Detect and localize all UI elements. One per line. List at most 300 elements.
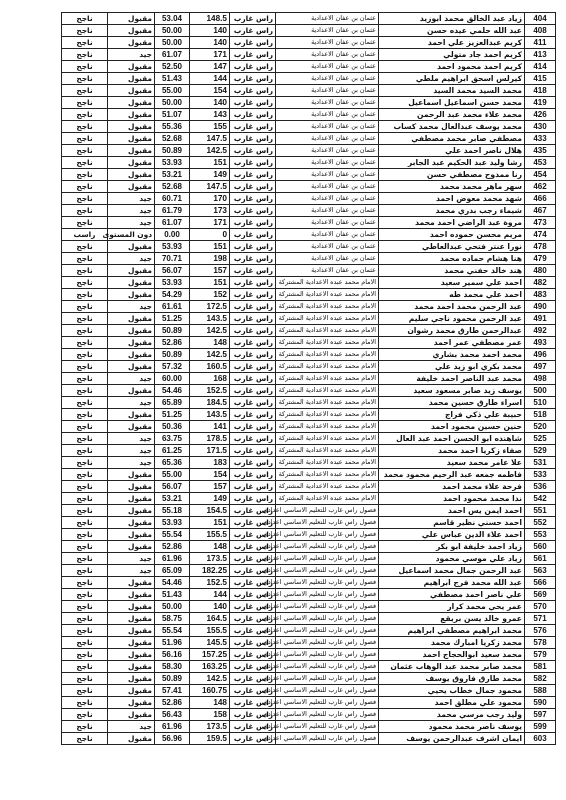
cell-admin: راس غارب bbox=[230, 697, 276, 709]
cell-total: 157.25 bbox=[190, 649, 230, 661]
cell-school: فصول راس غارب للتعليم الاساسي اعدادي bbox=[276, 673, 379, 685]
cell-seat: 582 bbox=[525, 673, 556, 685]
cell-total: 171 bbox=[190, 49, 230, 61]
cell-name: محمد حسن اسماعيل اسماعيل bbox=[379, 97, 525, 109]
cell-admin: راس غارب bbox=[230, 217, 276, 229]
cell-result: ناجح bbox=[62, 601, 108, 613]
cell-seat: 536 bbox=[525, 481, 556, 493]
cell-seat: 578 bbox=[525, 637, 556, 649]
cell-total: 148.5 bbox=[190, 13, 230, 25]
cell-admin: راس غارب bbox=[230, 601, 276, 613]
cell-seat: 597 bbox=[525, 709, 556, 721]
cell-admin: راس غارب bbox=[230, 109, 276, 121]
cell-result: ناجح bbox=[62, 61, 108, 73]
cell-school: الامام محمد عبده الاعدادية المشتركة bbox=[276, 493, 379, 505]
cell-seat: 433 bbox=[525, 133, 556, 145]
cell-total: 148 bbox=[190, 697, 230, 709]
cell-seat: 520 bbox=[525, 421, 556, 433]
cell-name: صفاء زكريا احمد محمد bbox=[379, 445, 525, 457]
cell-name: احمد ايمن يس احمد bbox=[379, 505, 525, 517]
cell-pct: 61.96 bbox=[155, 553, 190, 565]
cell-admin: راس غارب bbox=[230, 169, 276, 181]
table-row bbox=[62, 25, 556, 37]
cell-result: ناجح bbox=[62, 397, 108, 409]
cell-result: ناجح bbox=[62, 145, 108, 157]
table-row bbox=[62, 277, 556, 289]
cell-total: 142.5 bbox=[190, 673, 230, 685]
cell-total: 154 bbox=[190, 469, 230, 481]
cell-seat: 491 bbox=[525, 313, 556, 325]
cell-admin: راس غارب bbox=[230, 409, 276, 421]
cell-total: 178.5 bbox=[190, 433, 230, 445]
cell-school: عثمان بن عفان الاعدادية bbox=[276, 25, 379, 37]
cell-result: ناجح bbox=[62, 553, 108, 565]
cell-seat: 551 bbox=[525, 505, 556, 517]
cell-pct: 58.30 bbox=[155, 661, 190, 673]
cell-grade: جيد bbox=[108, 193, 155, 205]
cell-name: ندا محمد محمود احمد bbox=[379, 493, 525, 505]
cell-result: ناجح bbox=[62, 301, 108, 313]
cell-total: 140 bbox=[190, 601, 230, 613]
cell-grade: مقبول bbox=[108, 13, 155, 25]
cell-grade: جيد bbox=[108, 397, 155, 409]
cell-grade: مقبول bbox=[108, 469, 155, 481]
cell-seat: 479 bbox=[525, 253, 556, 265]
cell-school: الامام محمد عبده الاعدادية المشتركة bbox=[276, 481, 379, 493]
cell-school: فصول راس غارب للتعليم الاساسي اعدادي bbox=[276, 601, 379, 613]
cell-grade: مقبول bbox=[108, 157, 155, 169]
cell-name: ايمان اشرف عبدالرحمن يوسف bbox=[379, 733, 525, 745]
cell-seat: 418 bbox=[525, 85, 556, 97]
cell-result: ناجح bbox=[62, 445, 108, 457]
cell-name: عمر مصطفي عمر احمد bbox=[379, 337, 525, 349]
results-rows bbox=[62, 13, 556, 745]
table-row bbox=[62, 97, 556, 109]
cell-admin: راس غارب bbox=[230, 97, 276, 109]
cell-result: ناجح bbox=[62, 181, 108, 193]
cell-school: عثمان بن عفان الاعدادية bbox=[276, 13, 379, 25]
cell-grade: مقبول bbox=[108, 313, 155, 325]
cell-pct: 51.43 bbox=[155, 73, 190, 85]
cell-seat: 435 bbox=[525, 145, 556, 157]
table-row bbox=[62, 313, 556, 325]
cell-admin: راس غارب bbox=[230, 241, 276, 253]
cell-grade: جيد bbox=[108, 433, 155, 445]
cell-admin: راس غارب bbox=[230, 625, 276, 637]
cell-result: ناجح bbox=[62, 241, 108, 253]
cell-pct: 57.41 bbox=[155, 685, 190, 697]
cell-seat: 510 bbox=[525, 397, 556, 409]
table-row bbox=[62, 457, 556, 469]
cell-grade: مقبول bbox=[108, 385, 155, 397]
table-row bbox=[62, 121, 556, 133]
cell-total: 160.75 bbox=[190, 685, 230, 697]
cell-school: فصول راس غارب للتعليم الاساسي اعدادي bbox=[276, 565, 379, 577]
cell-result: راسب bbox=[62, 229, 108, 241]
table-row bbox=[62, 601, 556, 613]
cell-grade: مقبول bbox=[108, 517, 155, 529]
cell-name: عمرو خالد يسن بريقع bbox=[379, 613, 525, 625]
cell-seat: 571 bbox=[525, 613, 556, 625]
cell-pct: 53.93 bbox=[155, 517, 190, 529]
cell-result: ناجح bbox=[62, 685, 108, 697]
cell-grade: مقبول bbox=[108, 241, 155, 253]
cell-result: ناجح bbox=[62, 409, 108, 421]
cell-name: مريم محسن حموده احمد bbox=[379, 229, 525, 241]
cell-school: فصول راس غارب للتعليم الاساسي اعدادي bbox=[276, 505, 379, 517]
cell-total: 155.5 bbox=[190, 625, 230, 637]
cell-name: يوسف ناصر محمد محمود bbox=[379, 721, 525, 733]
cell-school: الامام محمد عبده الاعدادية المشتركة bbox=[276, 325, 379, 337]
table-row bbox=[62, 565, 556, 577]
cell-name: هند خالد حفني محمد bbox=[379, 265, 525, 277]
cell-seat: 462 bbox=[525, 181, 556, 193]
cell-grade: مقبول bbox=[108, 145, 155, 157]
cell-total: 151 bbox=[190, 241, 230, 253]
cell-total: 152.5 bbox=[190, 577, 230, 589]
cell-result: ناجح bbox=[62, 277, 108, 289]
cell-pct: 54.46 bbox=[155, 385, 190, 397]
cell-school: عثمان بن عفان الاعدادية bbox=[276, 157, 379, 169]
cell-admin: راس غارب bbox=[230, 649, 276, 661]
cell-seat: 413 bbox=[525, 49, 556, 61]
cell-name: زياد احمد خليفة ابو بكر bbox=[379, 541, 525, 553]
cell-grade: مقبول bbox=[108, 649, 155, 661]
cell-admin: راس غارب bbox=[230, 397, 276, 409]
cell-seat: 560 bbox=[525, 541, 556, 553]
cell-pct: 53.93 bbox=[155, 277, 190, 289]
cell-total: 140 bbox=[190, 97, 230, 109]
cell-total: 148 bbox=[190, 337, 230, 349]
cell-pct: 61.07 bbox=[155, 217, 190, 229]
cell-school: الامام محمد عبده الاعدادية المشتركة bbox=[276, 301, 379, 313]
table-row bbox=[62, 37, 556, 49]
cell-total: 149 bbox=[190, 493, 230, 505]
table-row bbox=[62, 589, 556, 601]
cell-pct: 65.09 bbox=[155, 565, 190, 577]
cell-name: عبد الله محمد فرج ابراهيم bbox=[379, 577, 525, 589]
cell-pct: 50.00 bbox=[155, 97, 190, 109]
cell-pct: 61.61 bbox=[155, 301, 190, 313]
cell-grade: مقبول bbox=[108, 637, 155, 649]
cell-seat: 563 bbox=[525, 565, 556, 577]
cell-admin: راس غارب bbox=[230, 421, 276, 433]
table-row bbox=[62, 385, 556, 397]
cell-pct: 51.07 bbox=[155, 109, 190, 121]
cell-admin: راس غارب bbox=[230, 529, 276, 541]
cell-result: ناجح bbox=[62, 625, 108, 637]
table-row bbox=[62, 541, 556, 553]
cell-result: ناجح bbox=[62, 325, 108, 337]
cell-pct: 56.07 bbox=[155, 265, 190, 277]
cell-school: الامام محمد عبده الاعدادية المشتركة bbox=[276, 373, 379, 385]
cell-name: شيماء رجب بدري محمد bbox=[379, 205, 525, 217]
cell-school: عثمان بن عفان الاعدادية bbox=[276, 181, 379, 193]
cell-pct: 56.07 bbox=[155, 481, 190, 493]
cell-result: ناجح bbox=[62, 73, 108, 85]
cell-result: ناجح bbox=[62, 661, 108, 673]
cell-school: الامام محمد عبده الاعدادية المشتركة bbox=[276, 277, 379, 289]
table-row bbox=[62, 625, 556, 637]
cell-admin: راس غارب bbox=[230, 313, 276, 325]
cell-total: 149 bbox=[190, 169, 230, 181]
cell-admin: راس غارب bbox=[230, 661, 276, 673]
cell-total: 160.5 bbox=[190, 361, 230, 373]
cell-result: ناجح bbox=[62, 253, 108, 265]
cell-admin: راس غارب bbox=[230, 373, 276, 385]
cell-grade: مقبول bbox=[108, 25, 155, 37]
cell-result: ناجح bbox=[62, 217, 108, 229]
cell-school: فصول راس غارب للتعليم الاساسي اعدادي bbox=[276, 529, 379, 541]
cell-school: عثمان بن عفان الاعدادية bbox=[276, 61, 379, 73]
cell-admin: راس غارب bbox=[230, 553, 276, 565]
table-row bbox=[62, 169, 556, 181]
cell-admin: راس غارب bbox=[230, 337, 276, 349]
cell-result: ناجح bbox=[62, 505, 108, 517]
table-row bbox=[62, 49, 556, 61]
cell-result: ناجح bbox=[62, 169, 108, 181]
cell-result: ناجح bbox=[62, 421, 108, 433]
cell-grade: مقبول bbox=[108, 625, 155, 637]
cell-name: حنين حسين محمود احمد bbox=[379, 421, 525, 433]
cell-result: ناجح bbox=[62, 265, 108, 277]
cell-pct: 50.36 bbox=[155, 421, 190, 433]
cell-result: ناجح bbox=[62, 589, 108, 601]
cell-result: ناجح bbox=[62, 25, 108, 37]
cell-seat: 569 bbox=[525, 589, 556, 601]
cell-name: عمر يحي محمد كرار bbox=[379, 601, 525, 613]
cell-total: 171.5 bbox=[190, 445, 230, 457]
cell-total: 144 bbox=[190, 589, 230, 601]
cell-pct: 56.16 bbox=[155, 649, 190, 661]
cell-pct: 61.25 bbox=[155, 445, 190, 457]
cell-school: الامام محمد عبده الاعدادية المشتركة bbox=[276, 433, 379, 445]
table-row bbox=[62, 505, 556, 517]
cell-seat: 570 bbox=[525, 601, 556, 613]
cell-school: الامام محمد عبده الاعدادية المشتركة bbox=[276, 385, 379, 397]
cell-name: اسراء طارق حسين محمد bbox=[379, 397, 525, 409]
cell-grade: مقبول bbox=[108, 409, 155, 421]
cell-pct: 56.96 bbox=[155, 733, 190, 745]
cell-admin: راس غارب bbox=[230, 685, 276, 697]
table-row bbox=[62, 637, 556, 649]
cell-total: 143 bbox=[190, 109, 230, 121]
cell-pct: 55.00 bbox=[155, 85, 190, 97]
cell-name: عبد الرحمن محمد احمد محمد bbox=[379, 301, 525, 313]
table-row bbox=[62, 529, 556, 541]
cell-result: ناجح bbox=[62, 565, 108, 577]
cell-name: محمد عبد الناصر احمد خليفة bbox=[379, 373, 525, 385]
cell-total: 157 bbox=[190, 265, 230, 277]
cell-admin: راس غارب bbox=[230, 37, 276, 49]
cell-total: 142.5 bbox=[190, 349, 230, 361]
cell-seat: 500 bbox=[525, 385, 556, 397]
cell-result: ناجح bbox=[62, 493, 108, 505]
table-row bbox=[62, 229, 556, 241]
cell-total: 141 bbox=[190, 421, 230, 433]
cell-grade: مقبول bbox=[108, 481, 155, 493]
cell-result: ناجح bbox=[62, 49, 108, 61]
cell-name: مروة عبد الراضي احمد محمد bbox=[379, 217, 525, 229]
cell-total: 143.5 bbox=[190, 313, 230, 325]
cell-school: عثمان بن عفان الاعدادية bbox=[276, 97, 379, 109]
cell-admin: راس غارب bbox=[230, 577, 276, 589]
cell-admin: راس غارب bbox=[230, 445, 276, 457]
cell-pct: 51.25 bbox=[155, 313, 190, 325]
cell-seat: 588 bbox=[525, 685, 556, 697]
cell-seat: 561 bbox=[525, 553, 556, 565]
cell-admin: راس غارب bbox=[230, 25, 276, 37]
cell-result: ناجح bbox=[62, 157, 108, 169]
cell-seat: 496 bbox=[525, 349, 556, 361]
cell-school: الامام محمد عبده الاعدادية المشتركة bbox=[276, 457, 379, 469]
cell-school: الامام محمد عبده الاعدادية المشتركة bbox=[276, 469, 379, 481]
table-row bbox=[62, 445, 556, 457]
cell-grade: مقبول bbox=[108, 601, 155, 613]
cell-seat: 581 bbox=[525, 661, 556, 673]
cell-name: احمد علاء الدين عباس علي bbox=[379, 529, 525, 541]
cell-seat: 603 bbox=[525, 733, 556, 745]
cell-school: عثمان بن عفان الاعدادية bbox=[276, 145, 379, 157]
cell-admin: راس غارب bbox=[230, 517, 276, 529]
cell-result: ناجح bbox=[62, 457, 108, 469]
cell-result: ناجح bbox=[62, 541, 108, 553]
table-row bbox=[62, 469, 556, 481]
cell-result: ناجح bbox=[62, 85, 108, 97]
cell-pct: 52.86 bbox=[155, 697, 190, 709]
cell-pct: 56.43 bbox=[155, 709, 190, 721]
cell-name: محمد سعيد ابوالحجاج احمد bbox=[379, 649, 525, 661]
cell-admin: راس غارب bbox=[230, 637, 276, 649]
cell-grade: مقبول bbox=[108, 673, 155, 685]
cell-seat: 478 bbox=[525, 241, 556, 253]
cell-admin: راس غارب bbox=[230, 457, 276, 469]
cell-result: ناجح bbox=[62, 385, 108, 397]
cell-admin: راس غارب bbox=[230, 325, 276, 337]
cell-total: 142.5 bbox=[190, 325, 230, 337]
cell-pct: 51.96 bbox=[155, 637, 190, 649]
cell-pct: 61.79 bbox=[155, 205, 190, 217]
cell-school: الامام محمد عبده الاعدادية المشتركة bbox=[276, 349, 379, 361]
cell-admin: راس غارب bbox=[230, 541, 276, 553]
cell-admin: راس غارب bbox=[230, 61, 276, 73]
cell-grade: مقبول bbox=[108, 181, 155, 193]
cell-school: عثمان بن عفان الاعدادية bbox=[276, 37, 379, 49]
cell-name: عبد الرحمن محمود ناجي سليم bbox=[379, 313, 525, 325]
cell-school: عثمان بن عفان الاعدادية bbox=[276, 265, 379, 277]
cell-result: ناجح bbox=[62, 577, 108, 589]
table-row bbox=[62, 673, 556, 685]
table-row bbox=[62, 361, 556, 373]
cell-grade: مقبول bbox=[108, 109, 155, 121]
cell-pct: 51.43 bbox=[155, 589, 190, 601]
table-row bbox=[62, 397, 556, 409]
cell-seat: 480 bbox=[525, 265, 556, 277]
cell-name: محمد السيد محمد السيد bbox=[379, 85, 525, 97]
cell-total: 183 bbox=[190, 457, 230, 469]
cell-seat: 492 bbox=[525, 325, 556, 337]
cell-name: هنا هشام حماده محمد bbox=[379, 253, 525, 265]
cell-seat: 426 bbox=[525, 109, 556, 121]
table-row bbox=[62, 649, 556, 661]
cell-seat: 533 bbox=[525, 469, 556, 481]
cell-seat: 531 bbox=[525, 457, 556, 469]
table-row bbox=[62, 205, 556, 217]
cell-school: الامام محمد عبده الاعدادية المشتركة bbox=[276, 409, 379, 421]
cell-total: 184.5 bbox=[190, 397, 230, 409]
table-row bbox=[62, 241, 556, 253]
table-row bbox=[62, 421, 556, 433]
cell-name: عبد الرحمن جمال محمد اسماعيل bbox=[379, 565, 525, 577]
cell-seat: 590 bbox=[525, 697, 556, 709]
cell-admin: راس غارب bbox=[230, 121, 276, 133]
cell-seat: 552 bbox=[525, 517, 556, 529]
cell-school: عثمان بن عفان الاعدادية bbox=[276, 121, 379, 133]
cell-pct: 52.86 bbox=[155, 541, 190, 553]
cell-school: الامام محمد عبده الاعدادية المشتركة bbox=[276, 421, 379, 433]
cell-grade: جيد bbox=[108, 373, 155, 385]
cell-admin: راس غارب bbox=[230, 193, 276, 205]
cell-grade: جيد bbox=[108, 49, 155, 61]
cell-result: ناجح bbox=[62, 373, 108, 385]
table-row bbox=[62, 433, 556, 445]
cell-name: محمد زكريا امبارك محمد bbox=[379, 637, 525, 649]
cell-seat: 453 bbox=[525, 157, 556, 169]
table-row bbox=[62, 289, 556, 301]
cell-total: 163.25 bbox=[190, 661, 230, 673]
cell-total: 140 bbox=[190, 37, 230, 49]
cell-pct: 53.21 bbox=[155, 493, 190, 505]
table-row bbox=[62, 481, 556, 493]
cell-grade: مقبول bbox=[108, 73, 155, 85]
cell-result: ناجح bbox=[62, 697, 108, 709]
cell-seat: 493 bbox=[525, 337, 556, 349]
cell-admin: راس غارب bbox=[230, 157, 276, 169]
cell-total: 158 bbox=[190, 709, 230, 721]
cell-grade: مقبول bbox=[108, 697, 155, 709]
cell-total: 0 bbox=[190, 229, 230, 241]
cell-total: 151 bbox=[190, 277, 230, 289]
cell-name: محمد بكري ابو زيد علي bbox=[379, 361, 525, 373]
cell-name: كريم عبدالعزيز علي احمد bbox=[379, 37, 525, 49]
cell-total: 157 bbox=[190, 481, 230, 493]
cell-seat: 466 bbox=[525, 193, 556, 205]
cell-pct: 61.07 bbox=[155, 49, 190, 61]
cell-grade: جيد bbox=[108, 457, 155, 469]
cell-pct: 55.54 bbox=[155, 529, 190, 541]
cell-admin: راس غارب bbox=[230, 481, 276, 493]
table-row bbox=[62, 697, 556, 709]
cell-seat: 566 bbox=[525, 577, 556, 589]
cell-grade: مقبول bbox=[108, 577, 155, 589]
cell-admin: راس غارب bbox=[230, 13, 276, 25]
cell-grade: مقبول bbox=[108, 337, 155, 349]
cell-name: زياد علي موسي محمود bbox=[379, 553, 525, 565]
cell-name: سهر ماهر محمد محمد bbox=[379, 181, 525, 193]
cell-total: 142.5 bbox=[190, 145, 230, 157]
cell-pct: 60.71 bbox=[155, 193, 190, 205]
cell-grade: مقبول bbox=[108, 289, 155, 301]
table-row bbox=[62, 685, 556, 697]
cell-pct: 61.96 bbox=[155, 721, 190, 733]
cell-admin: راس غارب bbox=[230, 733, 276, 745]
cell-total: 152 bbox=[190, 289, 230, 301]
cell-pct: 53.21 bbox=[155, 169, 190, 181]
cell-school: عثمان بن عفان الاعدادية bbox=[276, 169, 379, 181]
cell-admin: راس غارب bbox=[230, 289, 276, 301]
table-row bbox=[62, 193, 556, 205]
cell-school: عثمان بن عفان الاعدادية bbox=[276, 205, 379, 217]
